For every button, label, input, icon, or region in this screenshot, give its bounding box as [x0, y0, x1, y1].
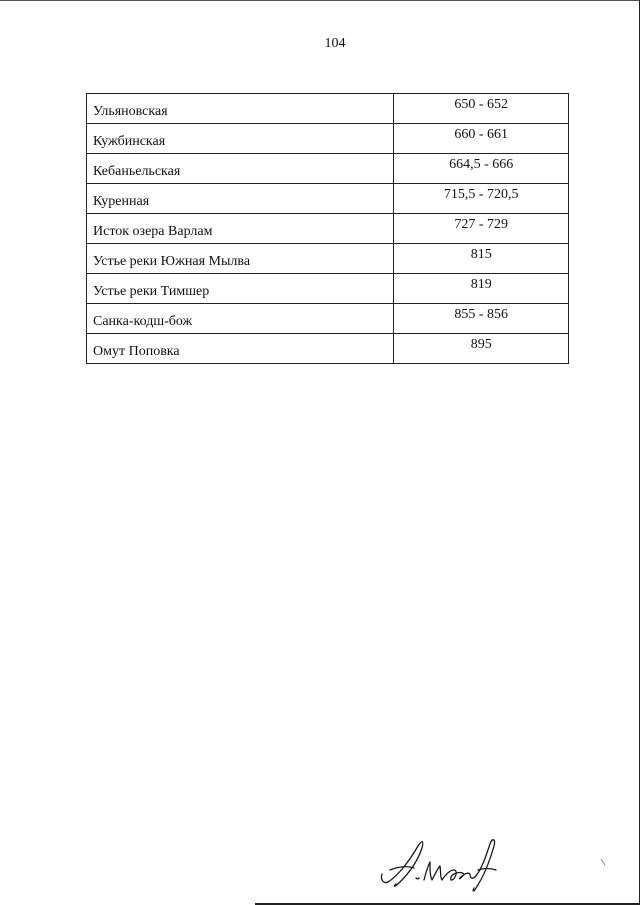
- page-number: 104: [324, 36, 346, 51]
- row-name: Устье реки Южная Мылва: [87, 244, 394, 274]
- row-name: Ульяновская: [87, 94, 394, 124]
- row-name: Куренная: [87, 184, 394, 214]
- row-name: Кужбинская: [87, 124, 394, 154]
- heights-table: [86, 93, 569, 364]
- row-value: 660 - 661: [394, 124, 569, 154]
- row-value: 895: [394, 334, 569, 364]
- table-row: [87, 334, 569, 364]
- ink-speck-icon: [600, 858, 606, 866]
- row-value: 815: [394, 244, 569, 274]
- row-value: 855 - 856: [394, 304, 569, 334]
- row-name: Санка-кодш-бож: [87, 304, 394, 334]
- row-value: 664,5 - 666: [394, 154, 569, 184]
- row-name: Исток озера Варлам: [87, 214, 394, 244]
- row-value: 819: [394, 274, 569, 304]
- table-row: [87, 94, 569, 124]
- table-row: [87, 304, 569, 334]
- table-row: [87, 184, 569, 214]
- row-value: 715,5 - 720,5: [394, 184, 569, 214]
- table-row: [87, 124, 569, 154]
- handwritten-signature-icon: [378, 836, 508, 896]
- row-name: Кебаньельская: [87, 154, 394, 184]
- table-row: [87, 274, 569, 304]
- row-name: Омут Поповка: [87, 334, 394, 364]
- page-top-edge: [0, 0, 640, 1]
- table-row: [87, 154, 569, 184]
- row-name: Устье реки Тимшер: [87, 274, 394, 304]
- row-value: 727 - 729: [394, 214, 569, 244]
- table-row: [87, 214, 569, 244]
- row-value: 650 - 652: [394, 94, 569, 124]
- table-row: [87, 244, 569, 274]
